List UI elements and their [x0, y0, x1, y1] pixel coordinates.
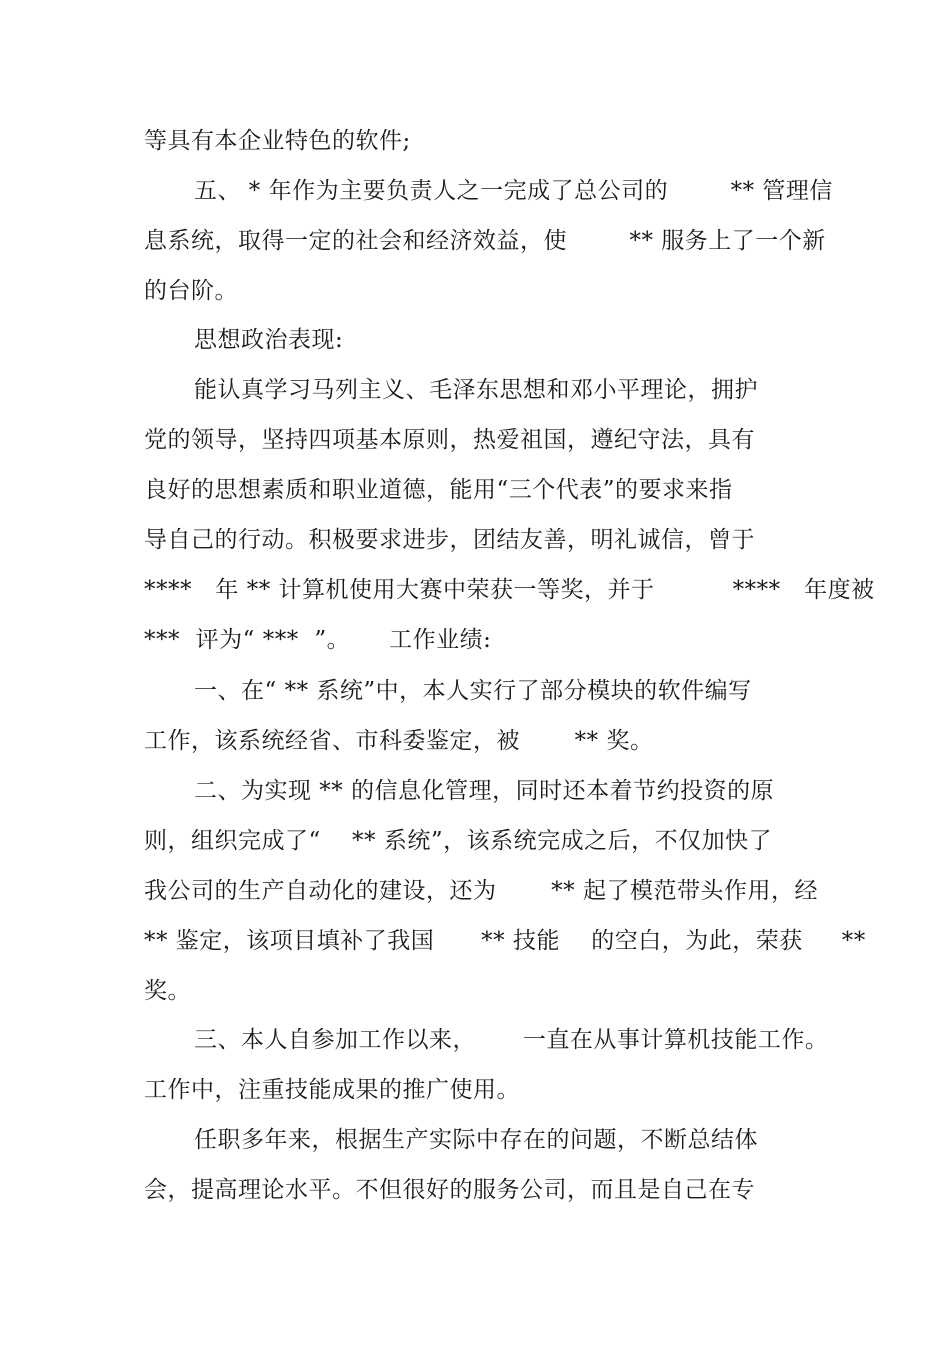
text-line: 则，组织完成了“ ** 系统”，该系统完成之后，不仅加快了: [144, 828, 773, 854]
text-line: 的台阶。: [144, 278, 238, 304]
text-line: **** 年 ** 计算机使用大赛中荣获一等奖，并于 **** 年度被: [144, 577, 875, 603]
text-line: 任职多年来，根据生产实际中存在的问题，不断总结体: [194, 1127, 758, 1153]
text-line: 我公司的生产自动化的建设，还为 ** 起了模范带头作用，经: [144, 878, 818, 904]
text-line: 等具有本企业特色的软件;: [144, 128, 411, 154]
text-line: 党的领导，坚持四项基本原则，热爱祖国，遵纪守法，具有: [144, 427, 755, 453]
text-line: 二、为实现 ** 的信息化管理，同时还本着节约投资的原: [194, 778, 775, 804]
text-line: 会，提高理论水平。不但很好的服务公司，而且是自己在专: [144, 1177, 755, 1203]
text-line: 五、 * 年作为主要负责人之一完成了总公司的 ** 管理信: [194, 178, 833, 204]
section-heading: 思想政治表现:: [194, 327, 344, 353]
text-line: 导自己的行动。积极要求进步，团结友善，明礼诚信，曾于: [144, 527, 755, 553]
text-line: 良好的思想素质和职业道德，能用“三个代表”的要求来指: [144, 477, 733, 503]
text-line: 息系统，取得一定的社会和经济效益，使 ** 服务上了一个新: [144, 228, 826, 254]
text-line: ** 鉴定，该项目填补了我国 ** 技能 的空白，为此，荣获 **: [144, 928, 866, 954]
text-line: 能认真学习马列主义、毛泽东思想和邓小平理论，拥护: [194, 377, 758, 403]
text-line: 奖。: [144, 978, 191, 1004]
text-line: 一、在“ ** 系统”中，本人实行了部分模块的软件编写: [194, 678, 752, 704]
text-line: 工作中，注重技能成果的推广使用。: [144, 1077, 520, 1103]
text-line: 三、本人自参加工作以来， 一直在从事计算机技能工作。: [194, 1027, 829, 1053]
text-line: *** 评为“ *** ”。 工作业绩:: [144, 627, 492, 653]
text-line: 工作，该系统经省、市科委鉴定，被 ** 奖。: [144, 728, 654, 754]
